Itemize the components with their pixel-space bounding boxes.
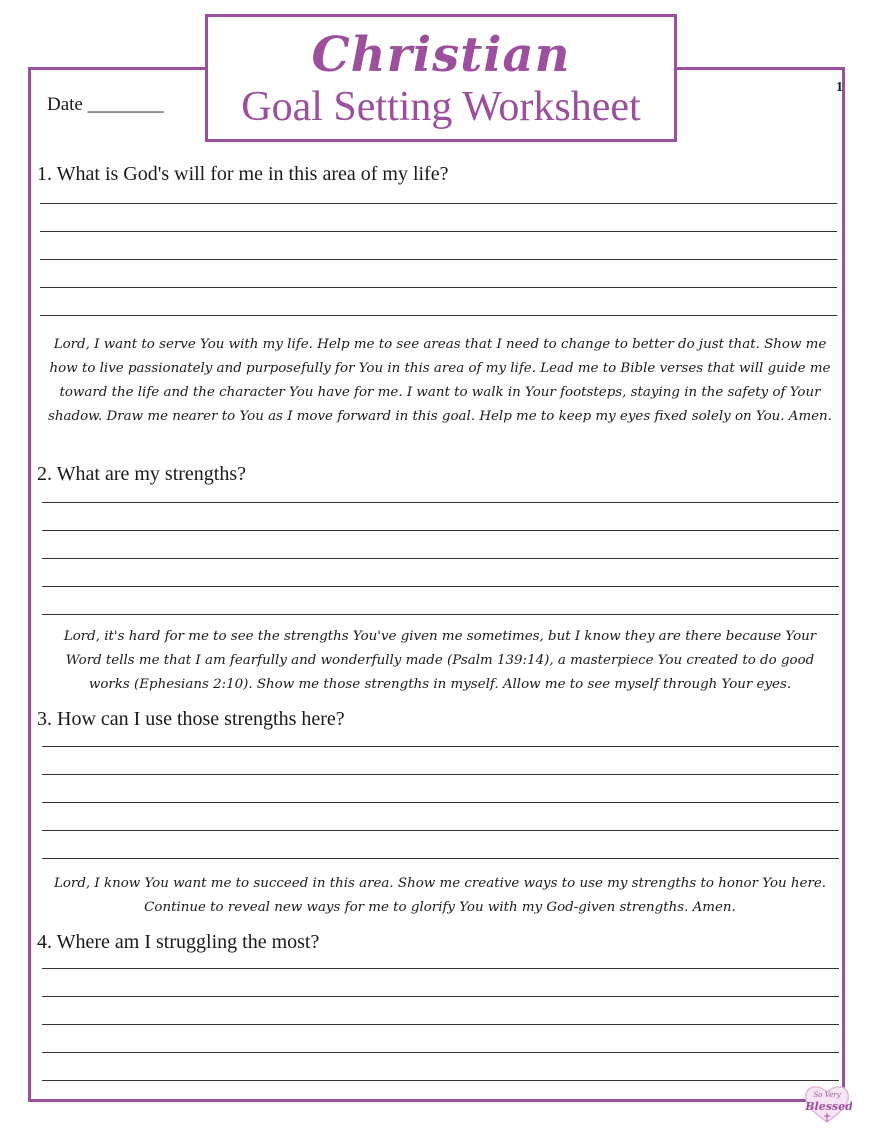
answer-line[interactable] xyxy=(42,996,839,997)
prayer-1: Lord, I want to serve You with my life. Help me to see areas that I need to change to better do just that. Show me how to live passionately and purposefully for You in this area of my life. Lead me to Bible verses that will guide me toward the life and the character You have for me. I want to walk in Your footsteps, staying in the safety of Your shadow. Draw me nearer to You as I move forward in this goal. Help me to keep my eyes fixed solely on You. Amen. xyxy=(48,337,832,424)
title-script: Christian xyxy=(311,27,571,83)
answer-line[interactable] xyxy=(42,802,839,803)
date-field[interactable]: Date ________ xyxy=(47,94,164,115)
question-4: 4. Where am I struggling the most? xyxy=(37,931,320,953)
answer-line[interactable] xyxy=(42,1024,839,1025)
answer-line[interactable] xyxy=(42,774,839,775)
question-2: 2. What are my strengths? xyxy=(37,463,247,485)
answer-line[interactable] xyxy=(42,502,839,503)
answer-line[interactable] xyxy=(42,858,839,859)
prayer-2: Lord, it's hard for me to see the strengths You've given me sometimes, but I know they are there because Your Word tells me that I am fearfully and wonderfully made (Psalm 139:14), a masterpiece You created to do good works (Ephesians 2:10). Show me those strengths in myself. Allow me to see myself through Your eyes. xyxy=(63,629,817,692)
answer-line[interactable] xyxy=(42,614,839,615)
prayer-3: Lord, I know You want me to succeed in this area. Show me creative ways to use my strengths to honor You here. Continue to reveal new ways for me to glorify You with my God-given strengths. Amen. xyxy=(53,876,827,915)
answer-line[interactable] xyxy=(40,315,837,316)
logo-line2: Blessed xyxy=(805,1100,852,1113)
page-title: Goal Setting Worksheet xyxy=(241,84,641,130)
logo-line1: So Very xyxy=(813,1091,841,1099)
brand-logo xyxy=(802,1082,852,1126)
answer-line[interactable] xyxy=(42,586,839,587)
answer-line[interactable] xyxy=(42,746,839,747)
page-number: 1 xyxy=(836,80,843,95)
answer-line[interactable] xyxy=(40,203,837,204)
answer-line[interactable] xyxy=(40,231,837,232)
answer-line[interactable] xyxy=(42,1080,839,1081)
answer-line[interactable] xyxy=(42,530,839,531)
title-box xyxy=(205,14,677,142)
answer-line[interactable] xyxy=(40,287,837,288)
answer-line[interactable] xyxy=(40,259,837,260)
answer-line[interactable] xyxy=(42,558,839,559)
heart-icon xyxy=(802,1082,852,1126)
answer-line[interactable] xyxy=(42,830,839,831)
answer-line[interactable] xyxy=(42,968,839,969)
question-1: 1. What is God's will for me in this area of my life? xyxy=(37,163,449,185)
question-3: 3. How can I use those strengths here? xyxy=(37,708,345,730)
answer-line[interactable] xyxy=(42,1052,839,1053)
